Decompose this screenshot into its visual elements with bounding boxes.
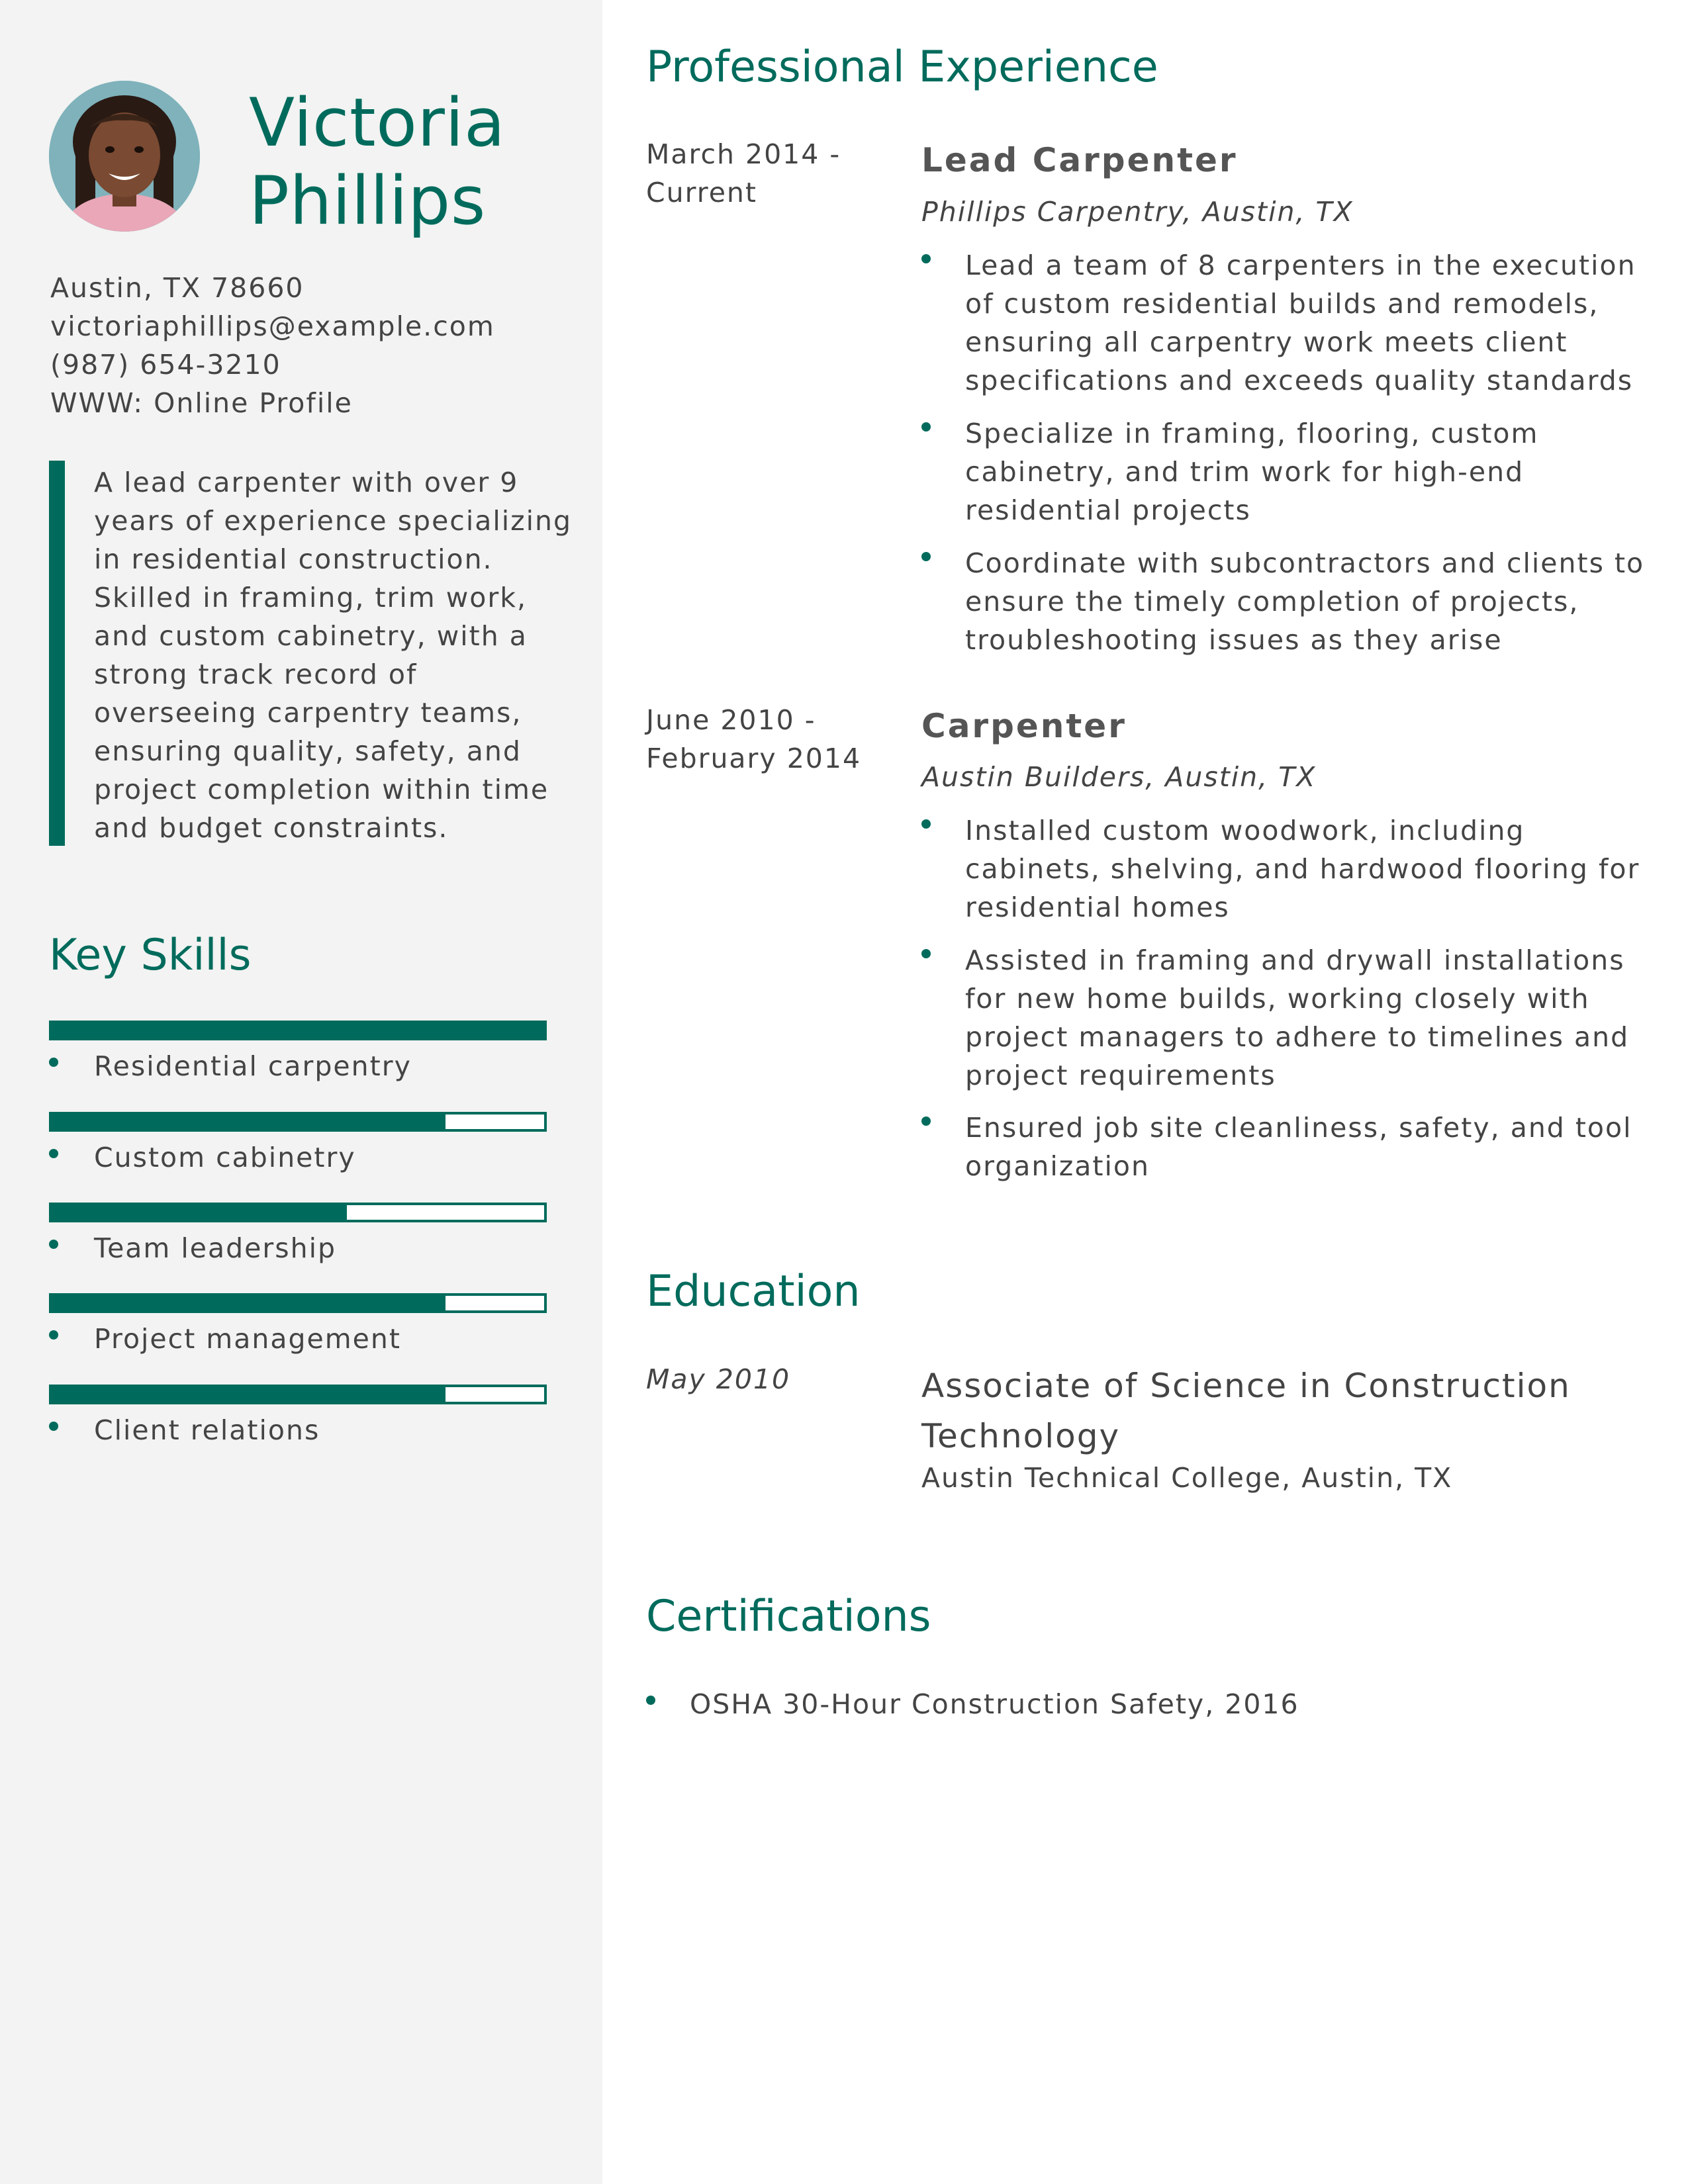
- last-name: Phillips: [249, 161, 486, 240]
- education-degree: Associate of Science in Construction Technology: [921, 1367, 1571, 1455]
- job-dates: [646, 701, 871, 778]
- education-heading: Education: [646, 1267, 861, 1316]
- job-bullet: Coordinate with subcontractors and clients to ensure the timely completion of projects, troubleshooting issues as they arise: [965, 547, 1645, 656]
- bullet-dot: [921, 949, 931, 958]
- phone: (987) 654-3210: [50, 349, 281, 381]
- job-title: Carpenter: [921, 707, 1127, 745]
- summary-text: A lead carpenter with over 9 years of experience specializing in residential construction. Skilled in framing, trim work, and custom cabinetry, with a strong track record of overseeing carpentry teams, ensuring quality, safety, and project completion within time and budget constraints.: [94, 467, 573, 844]
- education-date: May 2010: [646, 1363, 791, 1395]
- job-bullet: Specialize in framing, flooring, custom cabinetry, and trim work for high-end residential projects: [965, 418, 1539, 526]
- skill-label: Residential carpentry: [94, 1050, 412, 1082]
- job-bullet: Ensured job site cleanliness, safety, and tool organization: [965, 1112, 1632, 1182]
- job-dates: [646, 135, 871, 212]
- skill-label: Project management: [94, 1323, 401, 1355]
- skill-level-bar: [49, 1203, 547, 1222]
- education-school: Austin Technical College, Austin, TX: [921, 1462, 1453, 1494]
- skill-level-bar: [49, 1112, 547, 1132]
- skill-label: Team leadership: [94, 1232, 337, 1264]
- bullet-dot: [49, 1058, 58, 1067]
- skill-level-fill: [52, 1387, 445, 1402]
- skill-level-bar: [49, 1385, 547, 1404]
- bullet-dot: [921, 1116, 931, 1126]
- bullet-dot: [49, 1422, 58, 1431]
- bullet-dot: [921, 819, 931, 829]
- skill-level-fill: [52, 1115, 445, 1129]
- bullet-dot: [49, 1240, 58, 1249]
- skill-label: Client relations: [94, 1414, 320, 1446]
- bullet-dot: [646, 1696, 655, 1705]
- job-date-start: March 2014 -: [646, 138, 841, 170]
- job-bullet: Assisted in framing and drywall installations for new home builds, working closely with project managers to adhere to timelines and project requirements: [965, 944, 1630, 1091]
- job-date-start: June 2010 -: [646, 704, 816, 736]
- contact-info: [50, 269, 580, 422]
- bullet-dot: [49, 1330, 58, 1340]
- job-bullet: Lead a team of 8 carpenters in the execution of custom residential builds and remodels, ensuring all carpentry work meets client specifications and exceeds quality standards: [965, 250, 1636, 396]
- email-link[interactable]: victoriaphillips@example.com: [50, 310, 495, 342]
- bullet-dot: [921, 254, 931, 263]
- skill-level-fill: [52, 1296, 445, 1310]
- certifications-heading: Certifications: [646, 1592, 931, 1641]
- skill-level-bar: [49, 1293, 547, 1313]
- website-link[interactable]: WWW: Online Profile: [50, 387, 353, 419]
- address: Austin, TX 78660: [50, 272, 305, 304]
- candidate-name: [249, 83, 593, 240]
- job-title: Lead Carpenter: [921, 141, 1238, 179]
- bullet-dot: [49, 1149, 58, 1158]
- skill-level-fill: [52, 1205, 347, 1220]
- job-company: Austin Builders, Austin, TX: [921, 761, 1317, 793]
- job-company: Phillips Carpentry, Austin, TX: [921, 196, 1354, 228]
- certification-item: OSHA 30-Hour Construction Safety, 2016: [690, 1688, 1299, 1720]
- skills-heading: Key Skills: [49, 931, 252, 980]
- job-bullet: Installed custom woodwork, including cabinets, shelving, and hardwood flooring for residential homes: [965, 815, 1640, 923]
- first-name: Victoria: [249, 83, 506, 161]
- bullet-dot: [921, 422, 931, 432]
- job-date-end: Current: [646, 177, 757, 208]
- skill-label: Custom cabinetry: [94, 1142, 356, 1173]
- experience-heading: Professional Experience: [646, 42, 1158, 92]
- summary-accent-bar: [49, 461, 65, 846]
- skill-level-bar: [49, 1021, 547, 1040]
- portrait-image: [49, 81, 200, 232]
- skill-level-fill: [52, 1023, 544, 1038]
- bullet-dot: [921, 552, 931, 561]
- job-date-end: February 2014: [646, 743, 862, 774]
- avatar: [49, 81, 200, 232]
